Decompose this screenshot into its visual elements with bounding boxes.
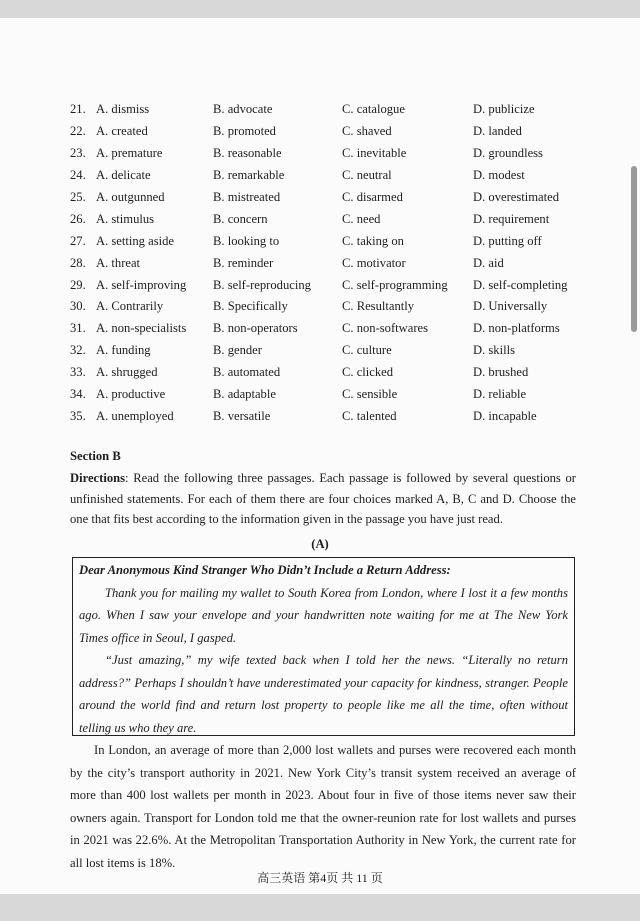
- option-d: D. overestimated: [473, 189, 560, 204]
- directions-label: Directions: [70, 471, 126, 485]
- option-c: C. disarmed: [342, 189, 403, 204]
- question-number: 26.: [70, 211, 86, 226]
- option-a: A. non-specialists: [96, 321, 187, 336]
- passage-body: [70, 739, 576, 875]
- option-b: B. gender: [213, 343, 262, 358]
- option-a: A. funding: [96, 343, 151, 358]
- option-c: C. sensible: [342, 387, 398, 402]
- option-d: D. landed: [473, 123, 522, 138]
- directions-text: : Read the following three passages. Each passage is followed by several questions or unfinished statements. For each of them there are four choices marked A, B, C and D. Choose the one that fits best according to the information given in the passage you have just read.: [70, 471, 576, 526]
- section-title: Section B: [70, 449, 121, 463]
- option-d: D. publicize: [473, 102, 535, 116]
- option-a: A. unemployed: [96, 409, 174, 424]
- option-c: C. neutral: [342, 167, 392, 182]
- option-d: D. requirement: [473, 211, 550, 226]
- question-number: 32.: [70, 343, 86, 358]
- option-b: B. advocate: [213, 102, 273, 116]
- directions: [70, 468, 576, 530]
- option-a: A. premature: [96, 145, 163, 160]
- option-a: A. threat: [96, 255, 141, 270]
- option-b: B. self-reproducing: [213, 277, 311, 292]
- question-number: 23.: [70, 145, 86, 160]
- option-a: A. delicate: [96, 167, 151, 182]
- option-a: A. setting aside: [96, 233, 174, 248]
- option-a: A. self-improving: [96, 277, 187, 292]
- question-number: 29.: [70, 277, 86, 292]
- question-number: 30.: [70, 299, 86, 314]
- option-d: D. brushed: [473, 365, 529, 380]
- question-number: 21.: [70, 102, 86, 116]
- option-c: C. need: [342, 211, 381, 226]
- option-d: D. aid: [473, 255, 504, 270]
- option-b: B. adaptable: [213, 387, 276, 402]
- option-d: D. modest: [473, 167, 525, 182]
- option-d: D. Universally: [473, 299, 548, 314]
- option-b: B. concern: [213, 211, 268, 226]
- option-b: B. mistreated: [213, 189, 281, 204]
- question-number: 27.: [70, 233, 86, 248]
- question-number: 34.: [70, 387, 86, 402]
- option-d: D. incapable: [473, 409, 537, 424]
- option-b: B. promoted: [213, 123, 276, 138]
- option-d: D. groundless: [473, 145, 543, 160]
- option-b: B. Specifically: [213, 299, 288, 314]
- option-a: A. dismiss: [96, 102, 150, 116]
- question-number: 31.: [70, 321, 86, 336]
- option-b: B. automated: [213, 365, 281, 380]
- letter-heading: Dear Anonymous Kind Stranger Who Didn’t Include a Return Address:: [79, 563, 451, 577]
- option-d: D. non-platforms: [473, 321, 560, 336]
- option-a: A. productive: [96, 387, 166, 402]
- question-number: 25.: [70, 189, 86, 204]
- option-d: D. self-completing: [473, 277, 568, 292]
- question-number: 33.: [70, 365, 86, 380]
- option-c: C. catalogue: [342, 102, 405, 116]
- option-a: A. created: [96, 123, 148, 138]
- option-c: C. self-programming: [342, 277, 448, 292]
- body-paragraph: In London, an average of more than 2,000 lost wallets and purses were recovered each month by the city’s transport authority in 2021. New York City’s transit system received an average of more than 400 lost wallets per month in 2023. About four in five of those items never saw their owners again. Transport for London told me that the owner-reunion rate for lost wallets and purses in 2021 was 22.6%. At the Metropolitan Transportation Authority in New York, the current rate for all lost items is 18%.: [70, 743, 576, 870]
- option-a: A. stimulus: [96, 211, 155, 226]
- option-b: B. reasonable: [213, 145, 282, 160]
- option-c: C. Resultantly: [342, 299, 415, 314]
- question-number: 35.: [70, 409, 86, 424]
- letter-paragraph: Thank you for mailing my wallet to South Korea from London, where I lost it a few months ago. When I saw your envelope and your handwritten note waiting for me at The New York Times office in Seoul, I gasped.: [79, 585, 568, 645]
- option-a: A. outgunned: [96, 189, 165, 204]
- option-b: B. reminder: [213, 255, 274, 270]
- option-d: D. reliable: [473, 387, 527, 402]
- question-number: 24.: [70, 167, 86, 182]
- option-a: A. Contrarily: [96, 299, 164, 314]
- option-b: B. looking to: [213, 233, 280, 248]
- option-c: C. shaved: [342, 123, 392, 138]
- passage-label: (A): [311, 537, 329, 551]
- letter-paragraph: “Just amazing,” my wife texted back when I told her the news. “Literally no return address?” Perhaps I shouldn’t have underestimated your capacity for kindness, stranger. People around the world find and return lost property to people like me all the time, often without telling us who they are.: [79, 653, 568, 735]
- question-number: 28.: [70, 255, 86, 270]
- option-b: B. remarkable: [213, 167, 285, 182]
- option-d: D. skills: [473, 343, 515, 358]
- page-footer: 高三英语 第4页 共 11 页: [257, 871, 383, 885]
- option-c: C. clicked: [342, 365, 394, 380]
- question-number: 22.: [70, 123, 86, 138]
- option-c: C. non-softwares: [342, 321, 429, 336]
- option-d: D. putting off: [473, 233, 542, 248]
- option-b: B. non-operators: [213, 321, 298, 336]
- option-c: C. inevitable: [342, 145, 407, 160]
- letter-box: [72, 557, 575, 736]
- option-c: C. talented: [342, 409, 397, 424]
- option-b: B. versatile: [213, 409, 271, 424]
- option-c: C. motivator: [342, 255, 406, 270]
- option-a: A. shrugged: [96, 365, 158, 380]
- document-page: [0, 18, 640, 894]
- option-c: C. taking on: [342, 233, 404, 248]
- option-c: C. culture: [342, 343, 392, 358]
- scrollbar-thumb[interactable]: [631, 166, 637, 332]
